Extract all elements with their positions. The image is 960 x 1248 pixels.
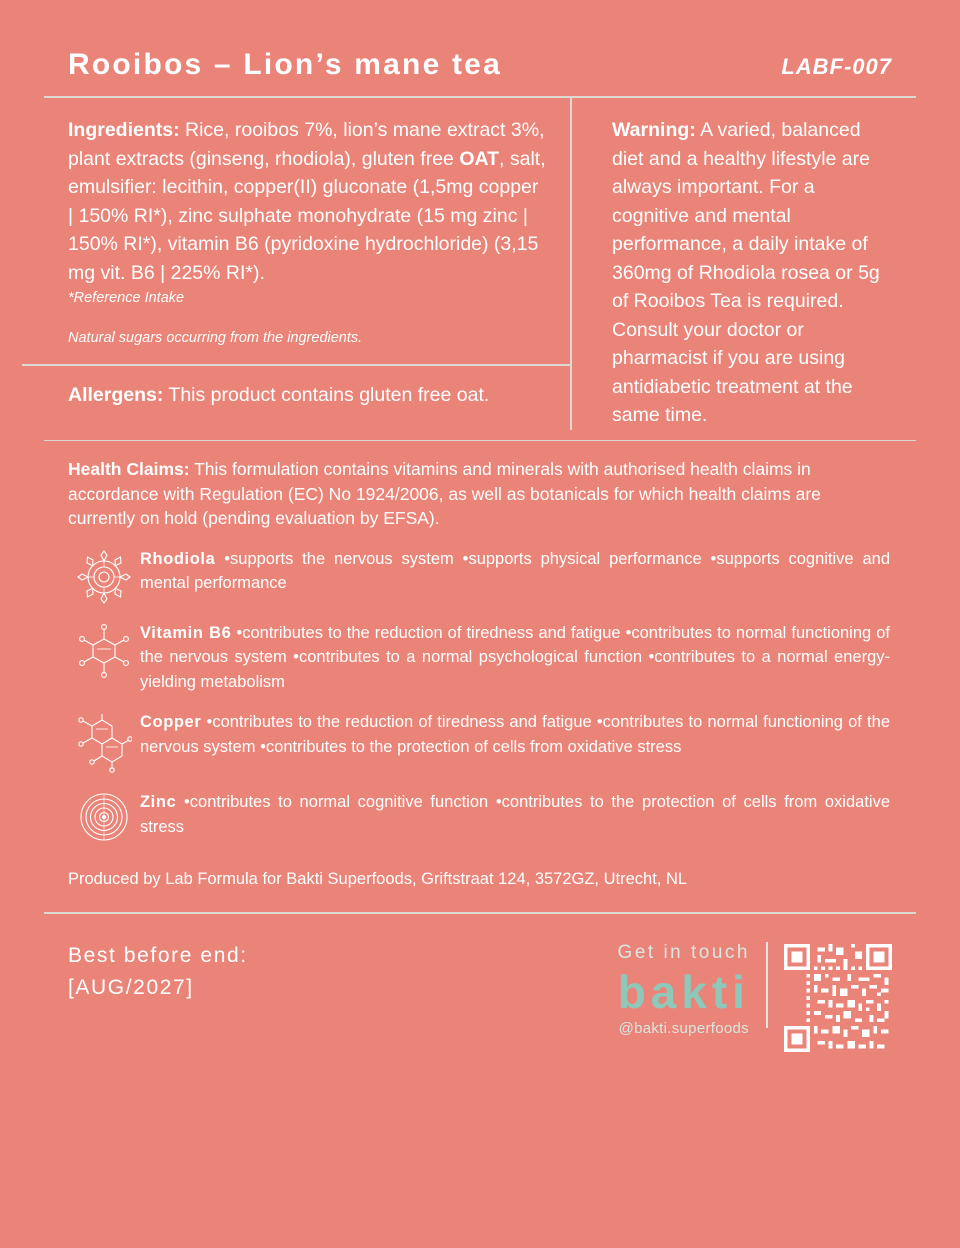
ingredients-part-2: , salt, emulsifier: lecithin, copper(II) gluconate (1,5mg copper | 150% RI*), zinc sulphate monohydrate (15 mg zinc | 150% RI*), vitamin B6 (pyridoxine hydrochloride) (3,15 mg vit. B6 | 225% RI*).: [68, 147, 546, 284]
nutrient-name-copper: Copper: [140, 713, 202, 731]
product-code: LABF-007: [781, 54, 892, 79]
claim-text-zinc: [140, 790, 892, 839]
health-claims-label: Health Claims:: [68, 459, 190, 479]
health-claims-section: [22, 441, 938, 842]
copper-molecule-icon: [68, 710, 140, 774]
warning-label: Warning:: [612, 119, 696, 141]
allergens-divider: [22, 364, 570, 366]
claim-text-vitamin-b6: [140, 621, 892, 695]
zinc-atom-icon: [68, 790, 140, 842]
nutrient-name-vitamin-b6: Vitamin B6: [140, 623, 232, 642]
ingredients-panel: [22, 98, 570, 364]
label-header: [22, 0, 938, 96]
allergens-label: Allergens:: [68, 384, 164, 406]
top-panels: [22, 98, 938, 430]
nutrient-name-rhodiola: Rhodiola: [140, 549, 216, 568]
brand-separator: [766, 942, 768, 1028]
allergens-value: This product contains gluten free oat.: [163, 384, 490, 406]
natural-sugars-note: Natural sugars occurring from the ingredients.: [68, 330, 363, 346]
social-handle: @bakti.superfoods: [618, 1020, 749, 1037]
vitamin-b6-molecule-icon: [68, 621, 140, 685]
best-before-label: Best before end:: [68, 944, 248, 967]
claim-text-rhodiola: [140, 547, 892, 596]
rhodiola-flower-icon: [68, 547, 140, 605]
claim-row-zinc: [68, 790, 892, 842]
warning-panel: [572, 98, 938, 430]
best-before-value: [AUG/2027]: [68, 976, 194, 999]
left-column: [22, 98, 570, 430]
brand-name: bakti: [617, 966, 750, 1018]
nutrient-claims-zinc: •contributes to normal cognitive function •contributes to the protection of cells from oxidative stress: [140, 793, 890, 836]
ingredients-text: [68, 116, 546, 287]
nutrient-claims-copper: •contributes to the reduction of tiredness and fatigue •contributes to normal functioning of the nervous system •contributes to the protection of cells from oxidative stress: [140, 713, 890, 756]
claim-row-vitamin-b6: [68, 621, 892, 695]
claim-row-rhodiola: [68, 547, 892, 605]
claim-row-copper: [68, 710, 892, 774]
warning-text: [612, 116, 892, 430]
claim-text-copper: [140, 710, 892, 759]
brand-block: [618, 940, 892, 1052]
qr-code[interactable]: [784, 944, 892, 1052]
label-footer: [22, 914, 938, 1052]
brand-text: [618, 940, 750, 1037]
producer-line: Produced by Lab Formula for Bakti Superfoods, Griftstraat 124, 3572GZ, Utrecht, NL: [68, 870, 688, 888]
allergens-panel: [22, 366, 570, 425]
nutrient-claims-vitamin-b6: •contributes to the reduction of tiredness and fatigue •contributes to normal functioning of the nervous system •contributes to a normal psychological function •contributes to a normal energy-yielding metabolism: [140, 623, 890, 691]
page-title: Rooibos – Lion’s mane tea: [68, 48, 502, 81]
nutrient-claims-rhodiola: •supports the nervous system •supports physical performance •supports cognitive and mental performance: [140, 549, 890, 592]
ingredients-label: Ingredients:: [68, 119, 180, 141]
footer-divider: [44, 912, 916, 914]
allergens-text: [68, 382, 546, 409]
reference-intake-note: *Reference Intake: [68, 290, 185, 306]
nutrient-name-zinc: Zinc: [140, 793, 177, 811]
ingredients-oat: OAT: [459, 147, 500, 170]
best-before-block: [68, 940, 248, 1004]
health-claims-intro: [68, 457, 892, 531]
warning-value: A varied, balanced diet and a healthy lifestyle are always important. For a cognitive and mental performance, a daily intake of 360mg of Rhodiola rosea or 5g of Rooibos Tea is required. Consult your doctor or pharmacist if you are using antidiabetic treatment at the same time.: [612, 119, 880, 426]
header-divider: [44, 96, 916, 98]
get-in-touch-label: Get in touch: [617, 942, 750, 963]
panel-vertical-divider: [570, 98, 572, 430]
health-claims-intro-text: This formulation contains vitamins and minerals with authorised health claims in accordance with Regulation (EC) No 1924/2006, as well as botanicals for which health claims are currently on hold (pending evaluation by EFSA).: [68, 459, 821, 528]
claims-top-divider: [44, 440, 916, 442]
ingredients-part-1: Rice, rooibos 7%, lion’s mane extract 3%, plant extracts (ginseng, rhodiola), gluten free: [68, 119, 545, 170]
